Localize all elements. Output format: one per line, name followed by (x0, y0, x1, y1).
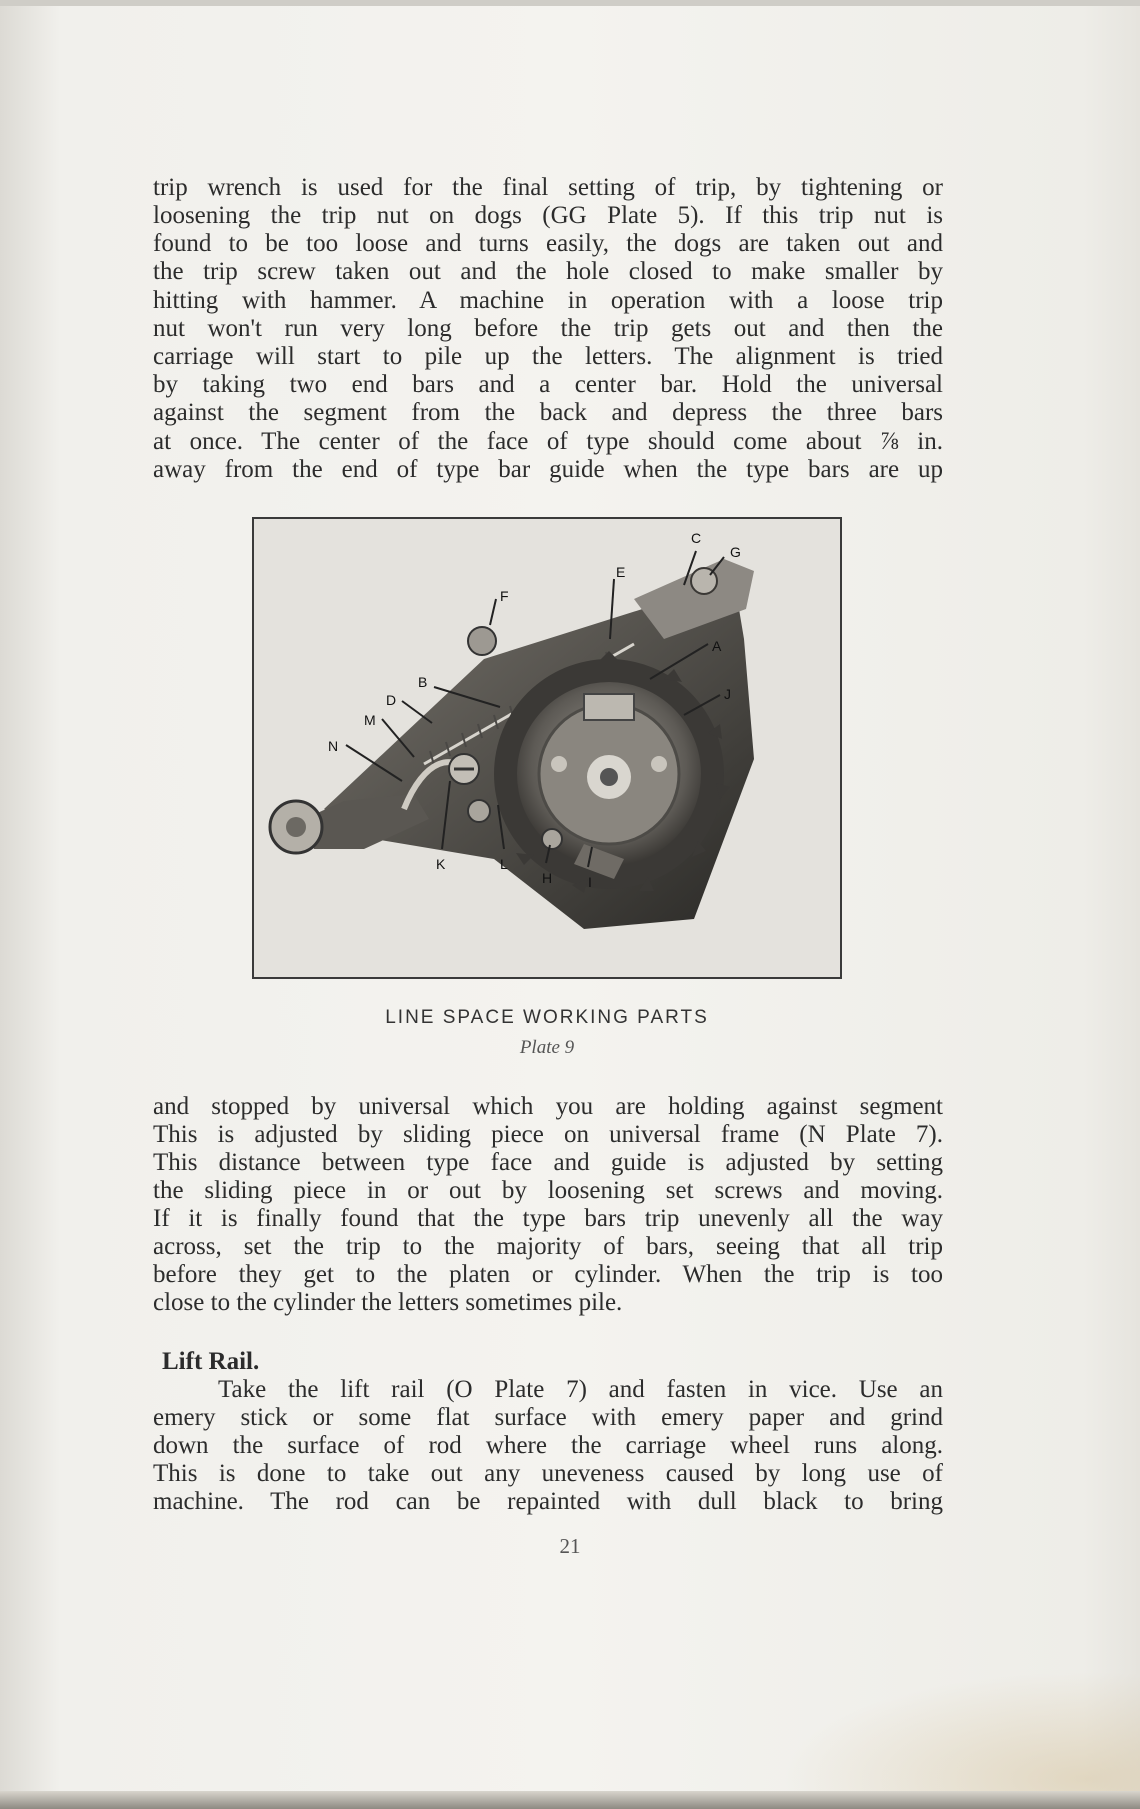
text-line: against the segment from the back and depress the three bars (153, 399, 943, 426)
text-line: machine. The rod can be repainted with dull black to bring (153, 1488, 943, 1515)
text-line: This distance between type face and guide is adjusted by setting (153, 1149, 943, 1176)
text-line: nut won't run very long before the trip gets out and then the (153, 315, 943, 342)
plate-number: Plate 9 (519, 1037, 575, 1058)
line-space-mechanism-photo (252, 517, 842, 979)
water-stain (780, 1671, 1140, 1791)
figure-caption: LINE SPACE WORKING PARTS (385, 1007, 709, 1028)
label-d: D (386, 692, 397, 708)
label-i: I (588, 874, 592, 890)
label-a: A (712, 638, 722, 654)
text-line: away from the end of type bar guide when the type bars are up (153, 456, 943, 483)
label-m: M (364, 712, 376, 728)
text-line: the sliding piece in or out by loosening set screws and moving. (153, 1177, 943, 1204)
label-f: F (500, 588, 509, 604)
label-c: C (691, 530, 702, 546)
page-bottom-edge (0, 1791, 1140, 1809)
text-line: If it is finally found that the type bars trip unevenly all the way (153, 1205, 943, 1232)
label-b: B (418, 674, 428, 690)
text-line: loosening the trip nut on dogs (GG Plate 5). If this trip nut is (153, 202, 943, 229)
text-line: carriage will start to pile up the letters. The alignment is tried (153, 343, 943, 370)
text-line: across, set the trip to the majority of bars, seeing that all trip (153, 1233, 943, 1260)
text-line: trip wrench is used for the final setting of trip, by tightening or (153, 174, 943, 201)
page-number: 21 (559, 1534, 581, 1558)
text-line: before they get to the platen or cylinder. When the trip is too (153, 1261, 943, 1288)
label-g: G (730, 544, 741, 560)
section-heading: Lift Rail. (162, 1348, 260, 1375)
label-n: N (328, 738, 339, 754)
label-j: J (724, 686, 731, 702)
page-top-edge (0, 0, 1140, 6)
text-line: and stopped by universal which you are holding against segment (153, 1093, 943, 1120)
text-line: Take the lift rail (O Plate 7) and fasten in vice. Use an (218, 1376, 943, 1403)
label-h: H (542, 870, 553, 886)
text-line: emery stick or some flat surface with emery paper and grind (153, 1404, 943, 1431)
text-line: This is adjusted by sliding piece on universal frame (N Plate 7). (153, 1121, 943, 1148)
text-line: the trip screw taken out and the hole closed to make smaller by (153, 258, 943, 285)
text-line: close to the cylinder the letters sometimes pile. (153, 1289, 623, 1316)
mechanism-illustration (254, 519, 840, 977)
label-e: E (616, 564, 626, 580)
label-l: L (500, 856, 508, 872)
text-line: by taking two end bars and a center bar. Hold the universal (153, 371, 943, 398)
label-k: K (436, 856, 446, 872)
text-line: This is done to take out any uneveness caused by long use of (153, 1460, 943, 1487)
text-line: at once. The center of the face of type should come about ⅞ in. (153, 428, 943, 455)
text-line: hitting with hammer. A machine in operation with a loose trip (153, 287, 943, 314)
text-line: down the surface of rod where the carriage wheel runs along. (153, 1432, 943, 1459)
text-line: found to be too loose and turns easily, the dogs are taken out and (153, 230, 943, 257)
